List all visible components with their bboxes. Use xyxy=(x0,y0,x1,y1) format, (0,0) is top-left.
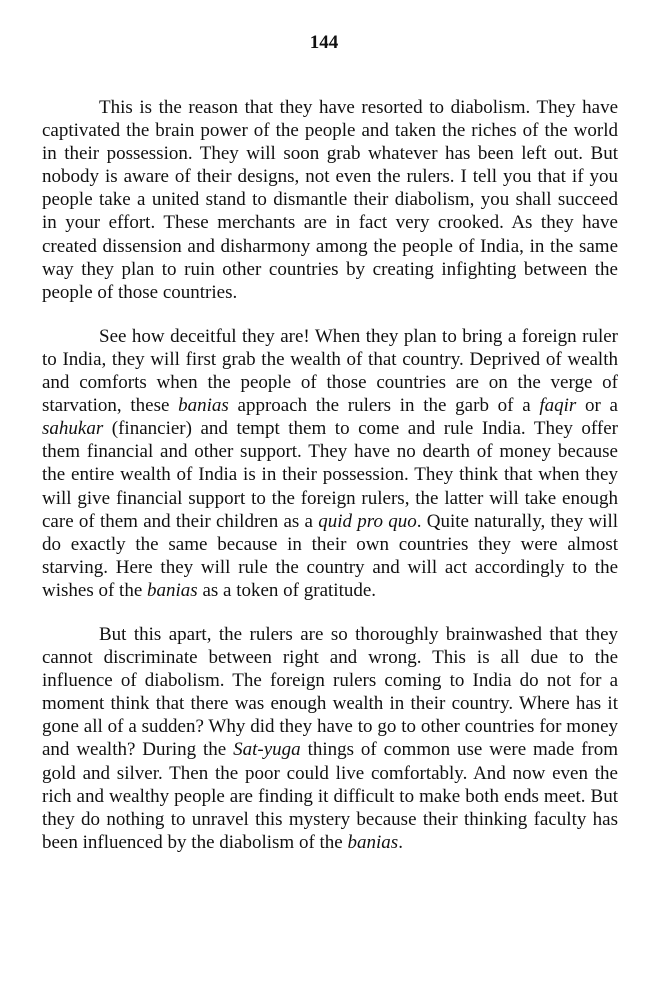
paragraph-2-segment-5: or a xyxy=(576,395,618,417)
paragraph-3-segment-3: things of common use were made from gold and silver. Then the poor could live comfortably. And now even the rich and wealthy people are finding it difficult to make both ends meet. But they do nothing to unravel this mystery because their thinking faculty has been influenced by the diabolism of the xyxy=(42,739,618,853)
italic-term-sat-yuga: Sat-yuga xyxy=(233,739,301,761)
italic-term-sahukar: sahukar xyxy=(42,418,104,440)
paragraph-2-segment-3: approach the rulers in the garb of a xyxy=(228,395,540,417)
italic-term-quid-pro-quo: quid pro quo xyxy=(318,510,417,532)
body-text xyxy=(42,96,618,875)
paragraph-1 xyxy=(42,96,618,304)
italic-term-faqir: faqir xyxy=(539,395,577,417)
italic-term-banias: banias xyxy=(147,579,198,601)
paragraph-2-segment-1: See how deceitful they are! When they plan to bring a foreign ruler to India, they will first grab the wealth of that country. Deprived of wealth and comforts when the people of those countries are on the verge of starvation, these xyxy=(42,325,618,417)
paragraph-2-segment-9: . Quite naturally, they will do exactly the same because in their own countries they were almost starving. Here they will rule the country and will act accordingly to the wishes of the xyxy=(42,510,619,601)
paragraph-2-segment-7: (financier) and tempt them to come and rule India. They offer them financial and other support. They have no dearth of money because the entire wealth of India is in their possession. They think that when they will give financial support to the foreign rulers, the latter will take enough care of them and their children as a xyxy=(42,418,618,532)
page-number: 144 xyxy=(309,32,339,53)
italic-term-banias: banias xyxy=(178,395,229,417)
paragraph-2-segment-11: as a token of gratitude. xyxy=(197,579,377,601)
paragraph-3-segment-5: . xyxy=(398,831,403,853)
paragraph-2 xyxy=(42,325,618,602)
paragraph-1-segment-1: This is the reason that they have resorted to diabolism. They have captivated the brain power of the people and taken the riches of the world in their possession. They will soon grab whatever has been left out. But nobody is aware of their designs, not even the rulers. I tell you that if you people take a united stand to dismantle their diabolism, you shall succeed in your effort. These merchants are in fact very crooked. As they have created dissension and disharmony among the people of India, in the same way they plan to ruin other countries by creating infighting between the people of those countries. xyxy=(42,97,618,303)
italic-term-banias: banias xyxy=(347,831,399,853)
paragraph-3 xyxy=(42,623,618,854)
paragraph-3-segment-1: But this apart, the rulers are so thoroughly brainwashed that they cannot discriminate between right and wrong. This is all due to the influence of diabolism. The foreign rulers coming to India do not for a moment think that there was enough wealth in their country. Where has it gone all of a sudden? Why did they have to go to other countries for money and wealth? During the xyxy=(42,623,618,761)
